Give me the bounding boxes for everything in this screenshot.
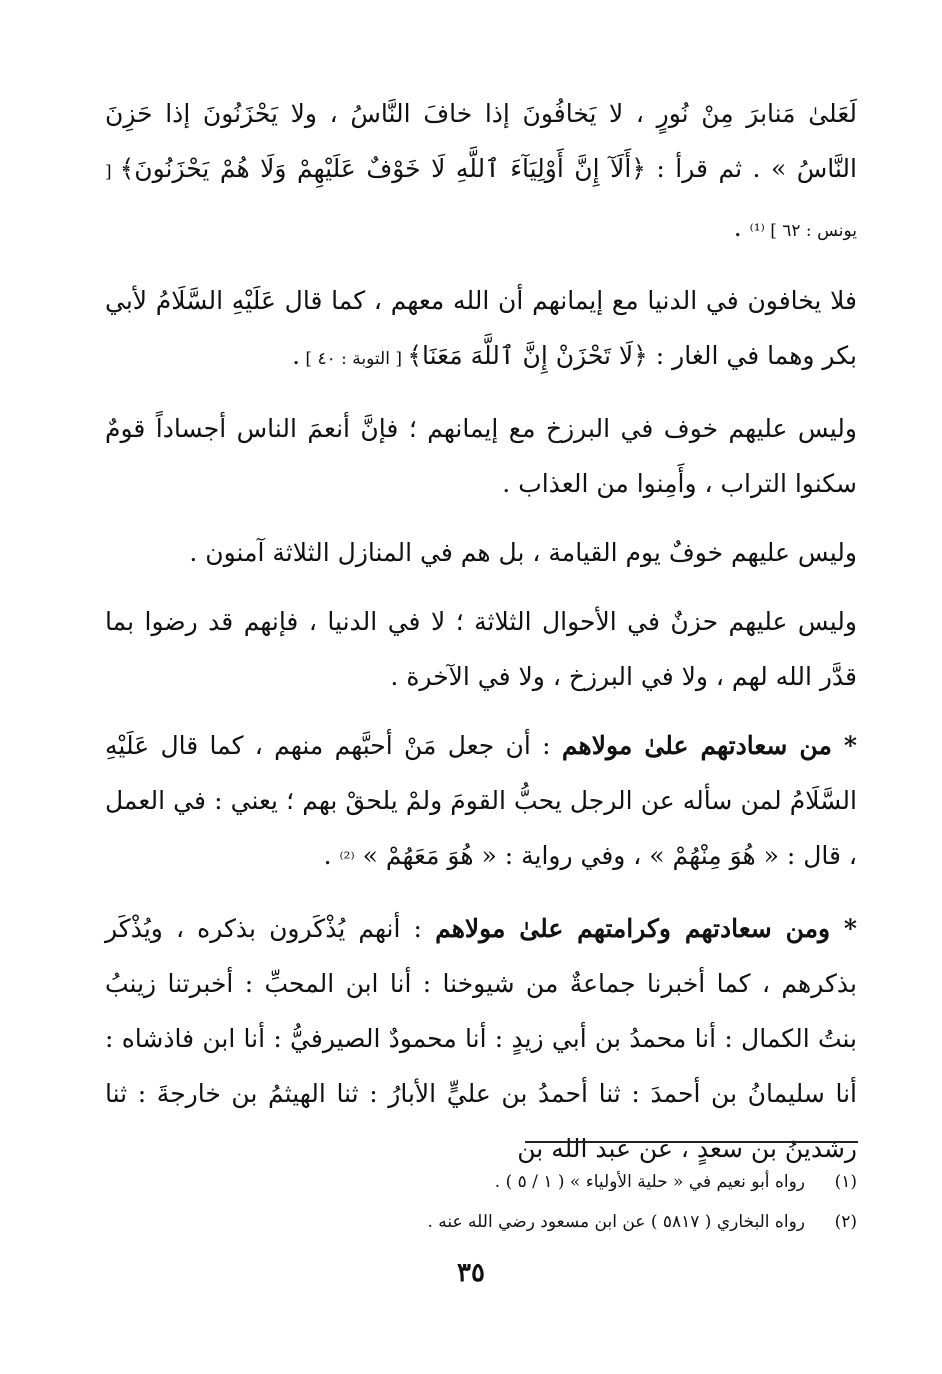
paragraph-end: .: [323, 841, 340, 870]
paragraph-text: فلا يخافون في الدنيا مع إيمانهم أن الله معهم ، كما قال عَلَيْهِ السَّلَامُ لأبي بكر وهما في الغار :: [105, 286, 857, 370]
footnote-text: رواه البخاري ( ٥٨١٧ ) عن ابن مسعود رضي الله عنه .: [427, 1212, 805, 1232]
footnote-1: [105, 1162, 857, 1202]
section-star: *: [831, 731, 858, 760]
section-star: *: [830, 914, 858, 943]
paragraph-4: وليس عليهم خوفٌ يوم القيامة ، بل هم في المنازل الثلاثة آمنون .: [189, 538, 857, 567]
section-heading: ومن سعادتهم وكرامتهم علىٰ مولاهم: [435, 914, 831, 943]
verse-reference: [ يونس : ٦٢ ]: [105, 162, 857, 241]
paragraph-3: وليس عليهم خوف في البرزخ مع إيمانهم ؛ فإنَّ أنعمَ الناس أجساداً قومٌ سكنوا التراب ، وأَمِنوا من العذاب .: [105, 414, 857, 498]
quran-verse: ﴿أَلَآ إِنَّ أَوْلِيَآءَ ٱللَّهِ لَا خَوْفٌ عَلَيْهِمْ وَلَا هُمْ يَحْزَنُونَ﴾: [119, 154, 646, 183]
main-text: [105, 86, 857, 1190]
paragraph-1: [105, 86, 857, 259]
paragraph-end: .: [733, 213, 750, 242]
paragraph-6: [105, 718, 857, 887]
paragraph-end: .: [292, 341, 301, 370]
paragraph-text: : أنهم يُذْكَرون بذكره ، ويُذْكَر بذكرهم ، كما أخبرنا جماعةٌ من شيوخنا : أنا ابن المحبِّ : أخبرتنا زينبُ بنتُ الكمال : أنا محمدُ بن أبي زيدٍ : أنا محمودٌ الصيرفيُّ : أنا ابن فاذشاه : أنا سليمانُ بن أحمدَ : ثنا أحمدُ بن عليٍّ الأبارُ : ثنا الهيثمُ بن خارجةَ : ثنا رشدينُ بن سعدٍ ، عن عبد الله بن: [105, 914, 857, 1163]
footnote-number: (٢): [834, 1212, 857, 1232]
footnotes: [105, 1162, 857, 1242]
paragraph-text: : أن جعل مَنْ أحبَّهم منهم ، كما قال عَلَيْهِ السَّلَامُ لمن سأله عن الرجل يحبُّ القومَ ولمْ يلحقْ بهم ؛ يعني : في العمل ، قال : « هُوَ مِنْهُمْ » ، وفي رواية : « هُوَ مَعَهُمْ »: [105, 731, 857, 870]
paragraph-5: وليس عليهم حزنٌ في الأحوال الثلاثة ؛ لا في الدنيا ، فإنهم قد رضوا بما قدَّر الله لهم ، ولا في البرزخ ، ولا في الآخرة .: [105, 607, 857, 691]
footnote-2: [105, 1202, 857, 1242]
quran-verse: ﴿لَا تَحْزَنْ إِنَّ ٱللَّهَ مَعَنَا﴾: [407, 341, 648, 370]
page-number: ٣٥: [457, 1258, 485, 1288]
paragraph-7: [105, 901, 857, 1176]
footnote-marker-2: ⁽²⁾: [339, 849, 355, 869]
hadith-text: لَعَلىٰ مَنابرَ مِنْ نُورٍ ، لا يَخافُونَ إذا خافَ النَّاسُ ، ولا يَحْزَنُونَ إذا حَزِنَ النَّاسُ » . ثم قرأ :: [105, 99, 857, 183]
footnote-text: رواه أبو نعيم في « حلية الأولياء » ( ١ / ٥ ) .: [494, 1172, 805, 1192]
section-heading: من سعادتهم علىٰ مولاهم: [561, 731, 832, 760]
footnote-marker-1: ⁽¹⁾: [749, 221, 765, 241]
footnote-separator: [525, 1141, 858, 1143]
footnote-number: (١): [834, 1172, 857, 1192]
verse-reference: [ التوبة : ٤٠ ]: [300, 349, 408, 369]
paragraph-2: [105, 273, 857, 387]
